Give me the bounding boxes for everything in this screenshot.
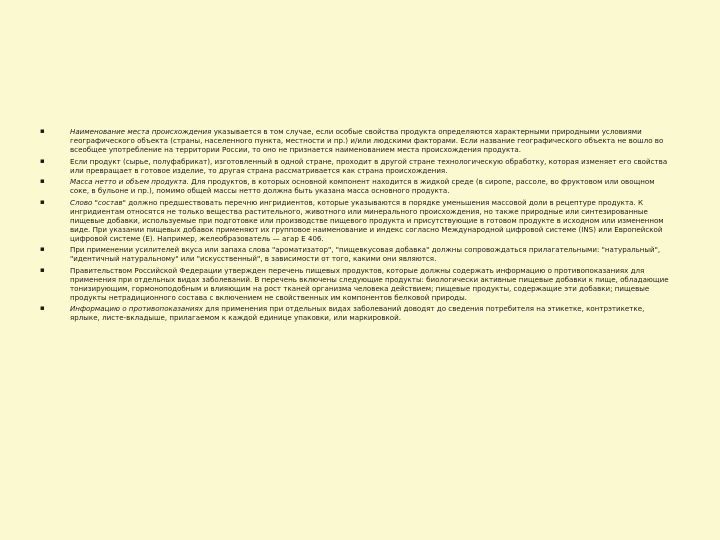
item-text: Правительством Российской Федерации утвержден перечень пищевых продуктов, которые должны содержать информацию о противопоказаниях для применения при отдельных видах заболеваний. В перечень включены следующие продукты: биологически активные пищевые добавки к пище, обладающие тонизирующим, гормоноподобным и влияющим на рост тканей организма человека действием; пищевые продукты, содержащие эти добавки; пищевые продукты нетрадиционного состава с включением не свойственных им компонентов белковой природы. (70, 265, 669, 302)
bullet-marker: ▪ (40, 197, 45, 206)
item-lead: Информацию о противопоказаниях (70, 304, 203, 313)
list-item (40, 157, 674, 175)
item-text: указывается в том случае, если особые свойства продукта определяются характерными природными условиями географического объекта (страны, населенного пункта, местности и пр.) и/или людскими факторами. Если название географического объекта не вошло во всеобщее употребление на территории России, то оно не признается наименованием места происхождения продукта. (70, 127, 664, 154)
list-item (40, 177, 674, 195)
item-text: Для продуктов, в которых основной компонент находится в жидкой среде (в сиропе, рассоле, во фруктовом или овощном соке, в бульоне и пр.), помимо общей массы нетто должна быть указана масса основного продукта. (70, 177, 655, 195)
bullet-list (40, 127, 674, 325)
list-item (40, 266, 674, 302)
list-item (40, 245, 674, 263)
item-text: Если продукт (сырье, полуфабрикат), изготовленный в одной стране, проходит в другой стране технологическую обработку, которая изменяет его свойства или превращает в готовое изделие, то другая страна рассматривается как страна происхождения. (70, 156, 668, 175)
item-text: для применения при отдельных видах заболеваний доводят до сведения потребителя на этикетке, контрэтикетке, ярлыке, листе-вкладыше, прилагаемом к каждой единице упаковки, или маркировкой. (70, 304, 645, 322)
item-lead: Наименование места происхождения (70, 127, 212, 136)
list-item (40, 127, 674, 154)
bullet-marker: ▪ (40, 177, 45, 185)
list-item (40, 304, 674, 322)
item-text: При применении усилителей вкуса или запаха слова "ароматизатор", "пищевкусовая добавка" должны сопровождаться прилагательными: "натуральный", "идентичный натуральному" или "искусственный", в зависимости от того, какими они являются. (70, 245, 661, 263)
bullet-marker: ▪ (40, 265, 45, 274)
list-item (40, 198, 674, 243)
item-lead: Слово "состав" (70, 197, 126, 207)
bullet-marker: ▪ (40, 127, 45, 135)
bullet-marker: ▪ (40, 156, 45, 165)
bullet-marker: ▪ (40, 245, 45, 253)
item-lead: Масса нетто и объем продукта. (70, 177, 189, 186)
bullet-marker: ▪ (40, 304, 45, 312)
item-text: должно предшествовать перечню ингридиентов, которые указываются в порядке уменьшения массовой доли в рецептуре продукта. К ингридиентам относятся не только вещества растительного, животного или минерального происхождения, но также природные или синтезированные пищевые добавки, используемые при подготовке или производстве пищевого продукта и присутствующие в готовом продукте в исходном или измененном виде. При указании пищевых добавок применяют их групповое наименование и индекс согласно Международной цифровой системе (INS) или Европейской цифровой системе (Е). Например, желеобразователь — агар Е 406. (70, 197, 664, 243)
